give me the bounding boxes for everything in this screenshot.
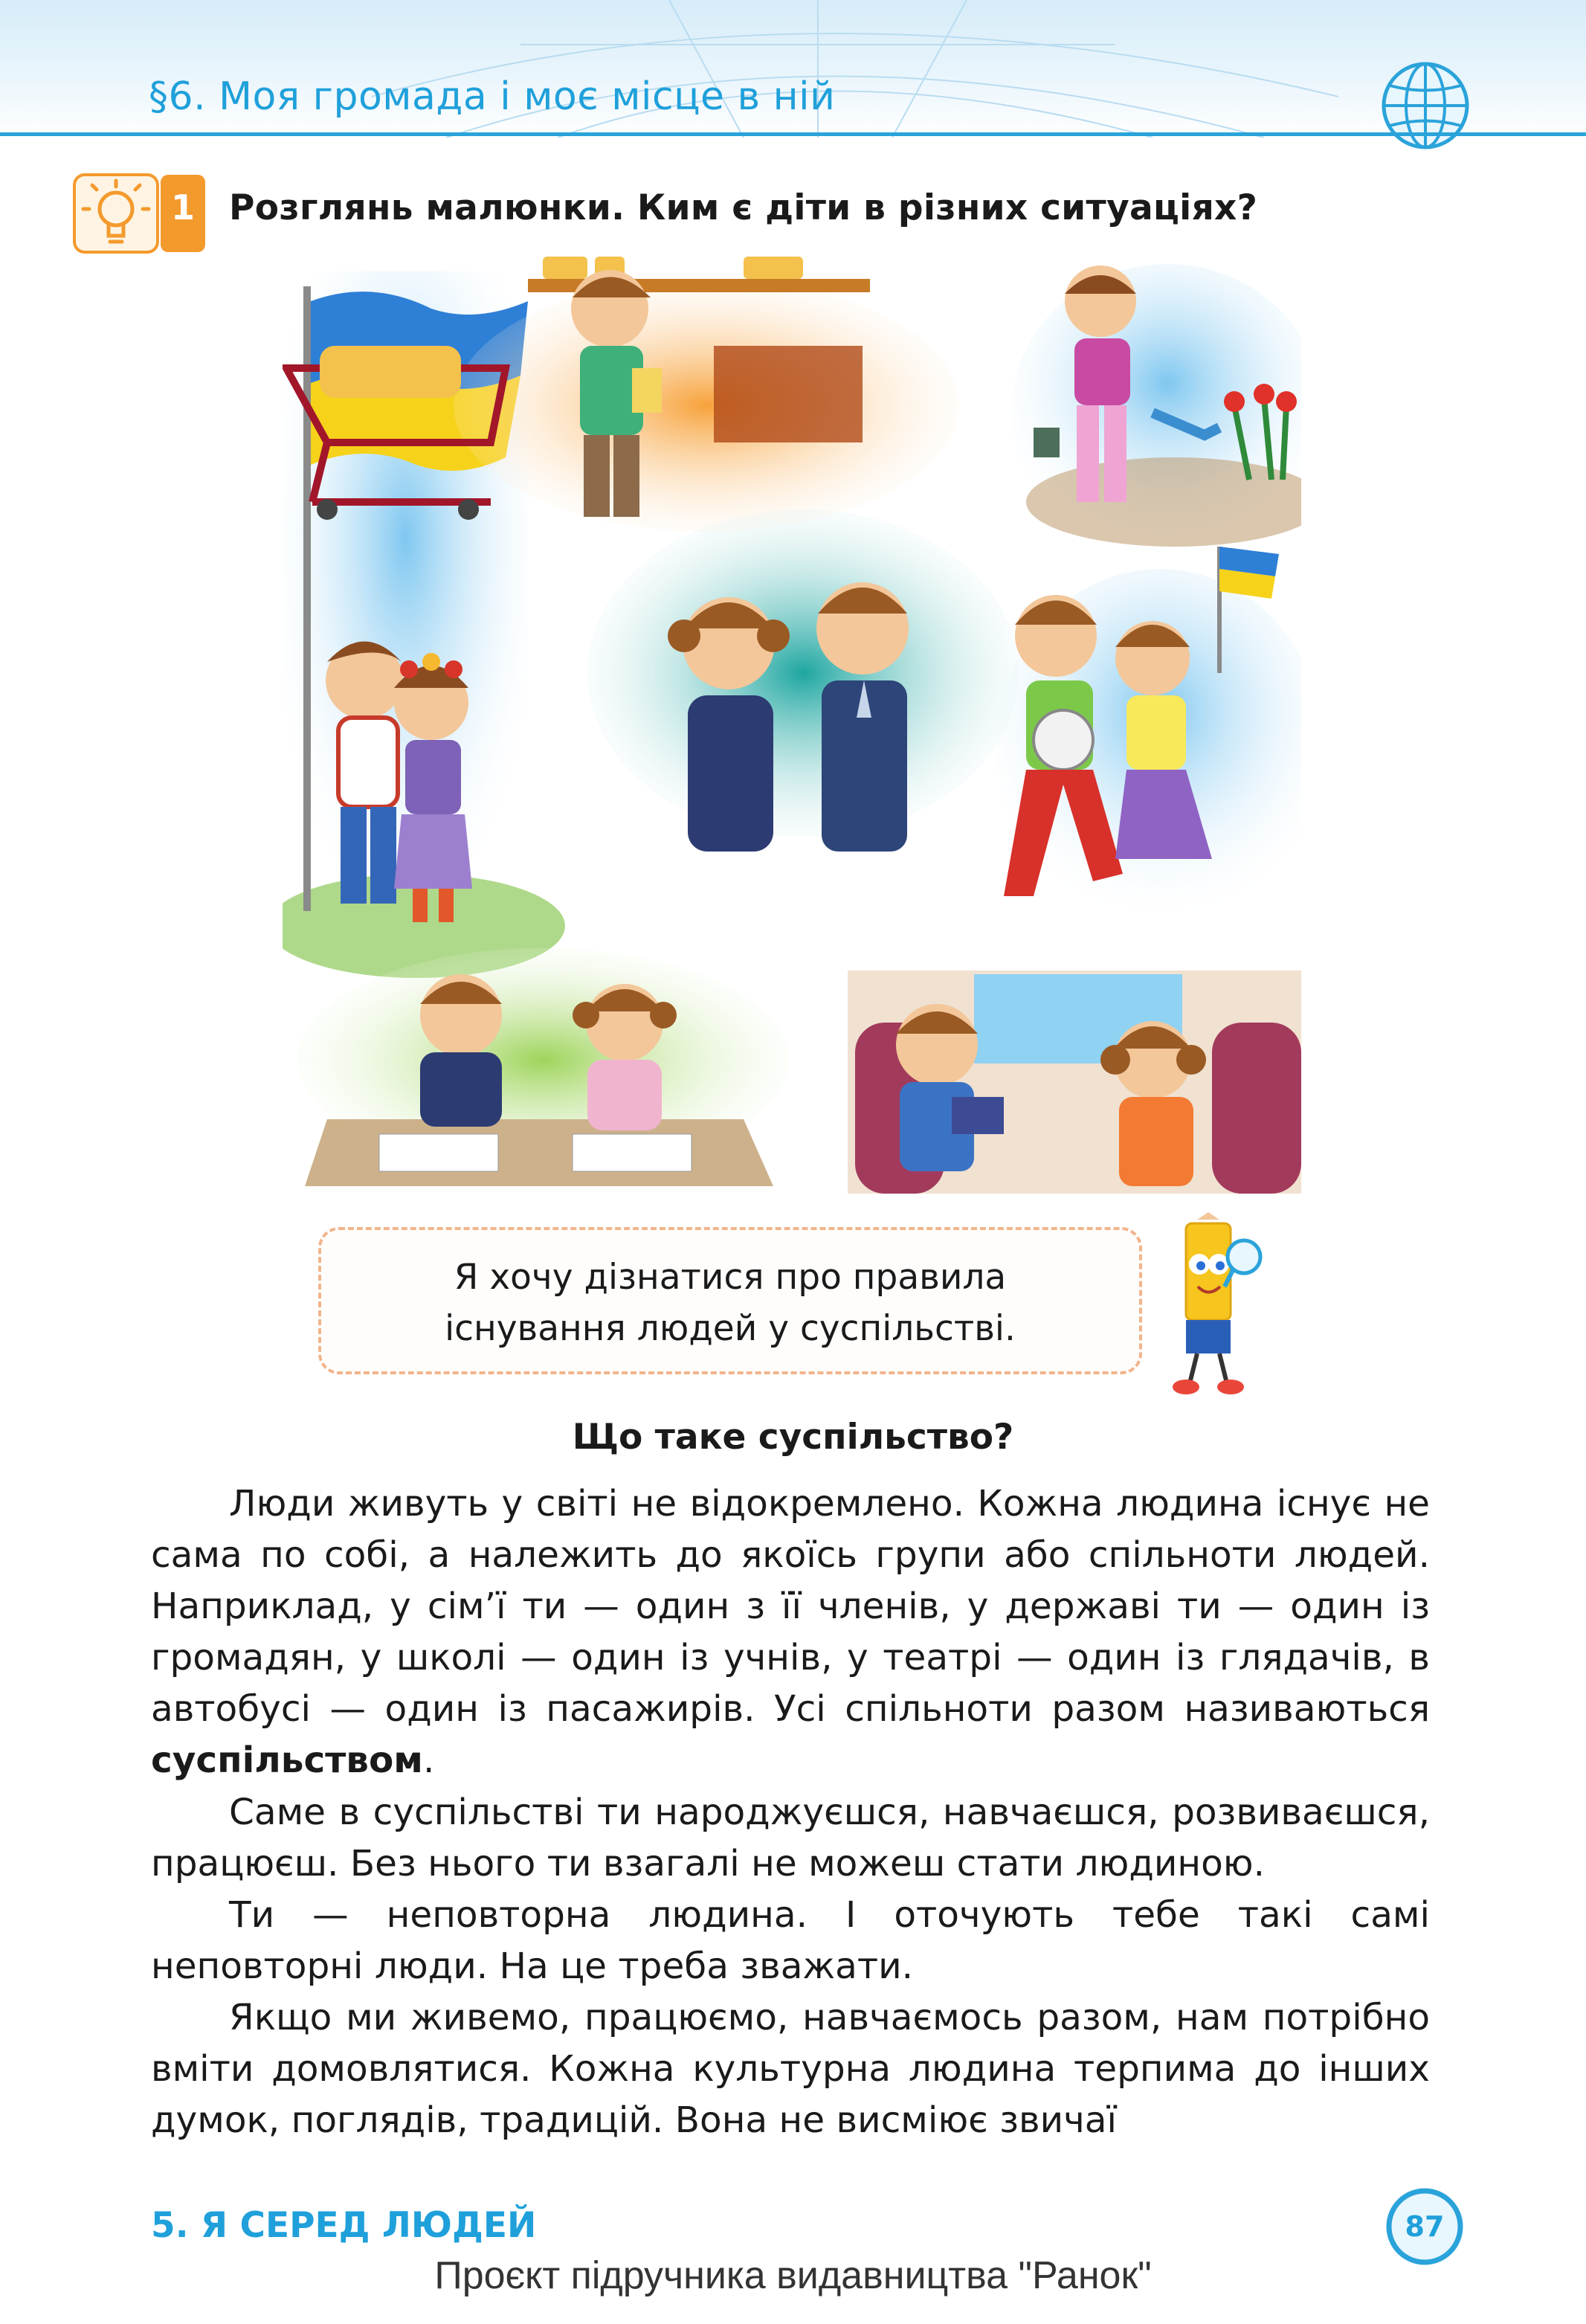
paragraph-2-text: Саме в суспільстві ти народжуєшся, навчаєшся, розвиваєшся, працюєш. Без нього ти взагалі не можеш стати людиною. (151, 1792, 1430, 1884)
paragraph-1-end: . (422, 1739, 435, 1781)
task-instruction: Розглянь малюнки. Ким є діти в різних ситуаціях? (229, 187, 1258, 228)
children-situations-illustration (283, 257, 1301, 1194)
publisher-note: Проєкт підручника видавництва "Ранок" (434, 2254, 1152, 2297)
paragraph-3-text: Ти — неповторна людина. І оточують тебе такі самі неповторні люди. На це треба зважати. (151, 1894, 1430, 1987)
paragraph-1 (151, 1478, 1430, 1786)
page-header (0, 0, 1586, 138)
thought-bubble (318, 1227, 1142, 1374)
pencil-mascot-icon (1156, 1212, 1275, 1398)
paragraph-1-text: Люди живуть у світі не відокремлено. Кожна людина існує не сама по собі, а належить до якоїсь групи або спільноти людей. Наприклад, у сім’ї ти — один з її членів, у державі ти — один із громадян, у школі — один із учнів, у театрі — один із глядачів, в автобусі — один із пасажирів. Усі спільноти разом називаються (151, 1483, 1430, 1730)
chapter-title: 5. Я СЕРЕД ЛЮДЕЙ (151, 2205, 537, 2246)
garden-panel (1011, 264, 1301, 561)
globe-icon (1379, 59, 1472, 152)
bubble-line-2: існування людей у суспільстві. (445, 1308, 1016, 1349)
header-rule (0, 132, 1586, 136)
paragraph-4-text: Якщо ми живемо, працюємо, навчаємось разом, нам потрібно вміти домовлятися. Кожна культурна людина терпима до інших думок, поглядів, традицій. Вона не висміює звичаї (151, 1997, 1430, 2141)
classroom-panel (297, 948, 788, 1186)
paragraph-3 (151, 1890, 1430, 1992)
section-subheading: Що таке суспільство? (572, 1417, 1014, 1458)
sports-panel (996, 547, 1301, 926)
task-number: 1 (170, 187, 195, 228)
page-number: 87 (1405, 2210, 1445, 2243)
paragraph-2 (151, 1787, 1430, 1890)
train-panel (848, 971, 1301, 1194)
section-title: §6. Моя громада і моє місце в ній (149, 74, 836, 119)
term-society: суспільством (151, 1739, 423, 1781)
school-pair-panel (587, 509, 1019, 852)
paragraph-4 (151, 1992, 1430, 2146)
bubble-line-1: Я хочу дізнатися про правила (454, 1257, 1007, 1298)
